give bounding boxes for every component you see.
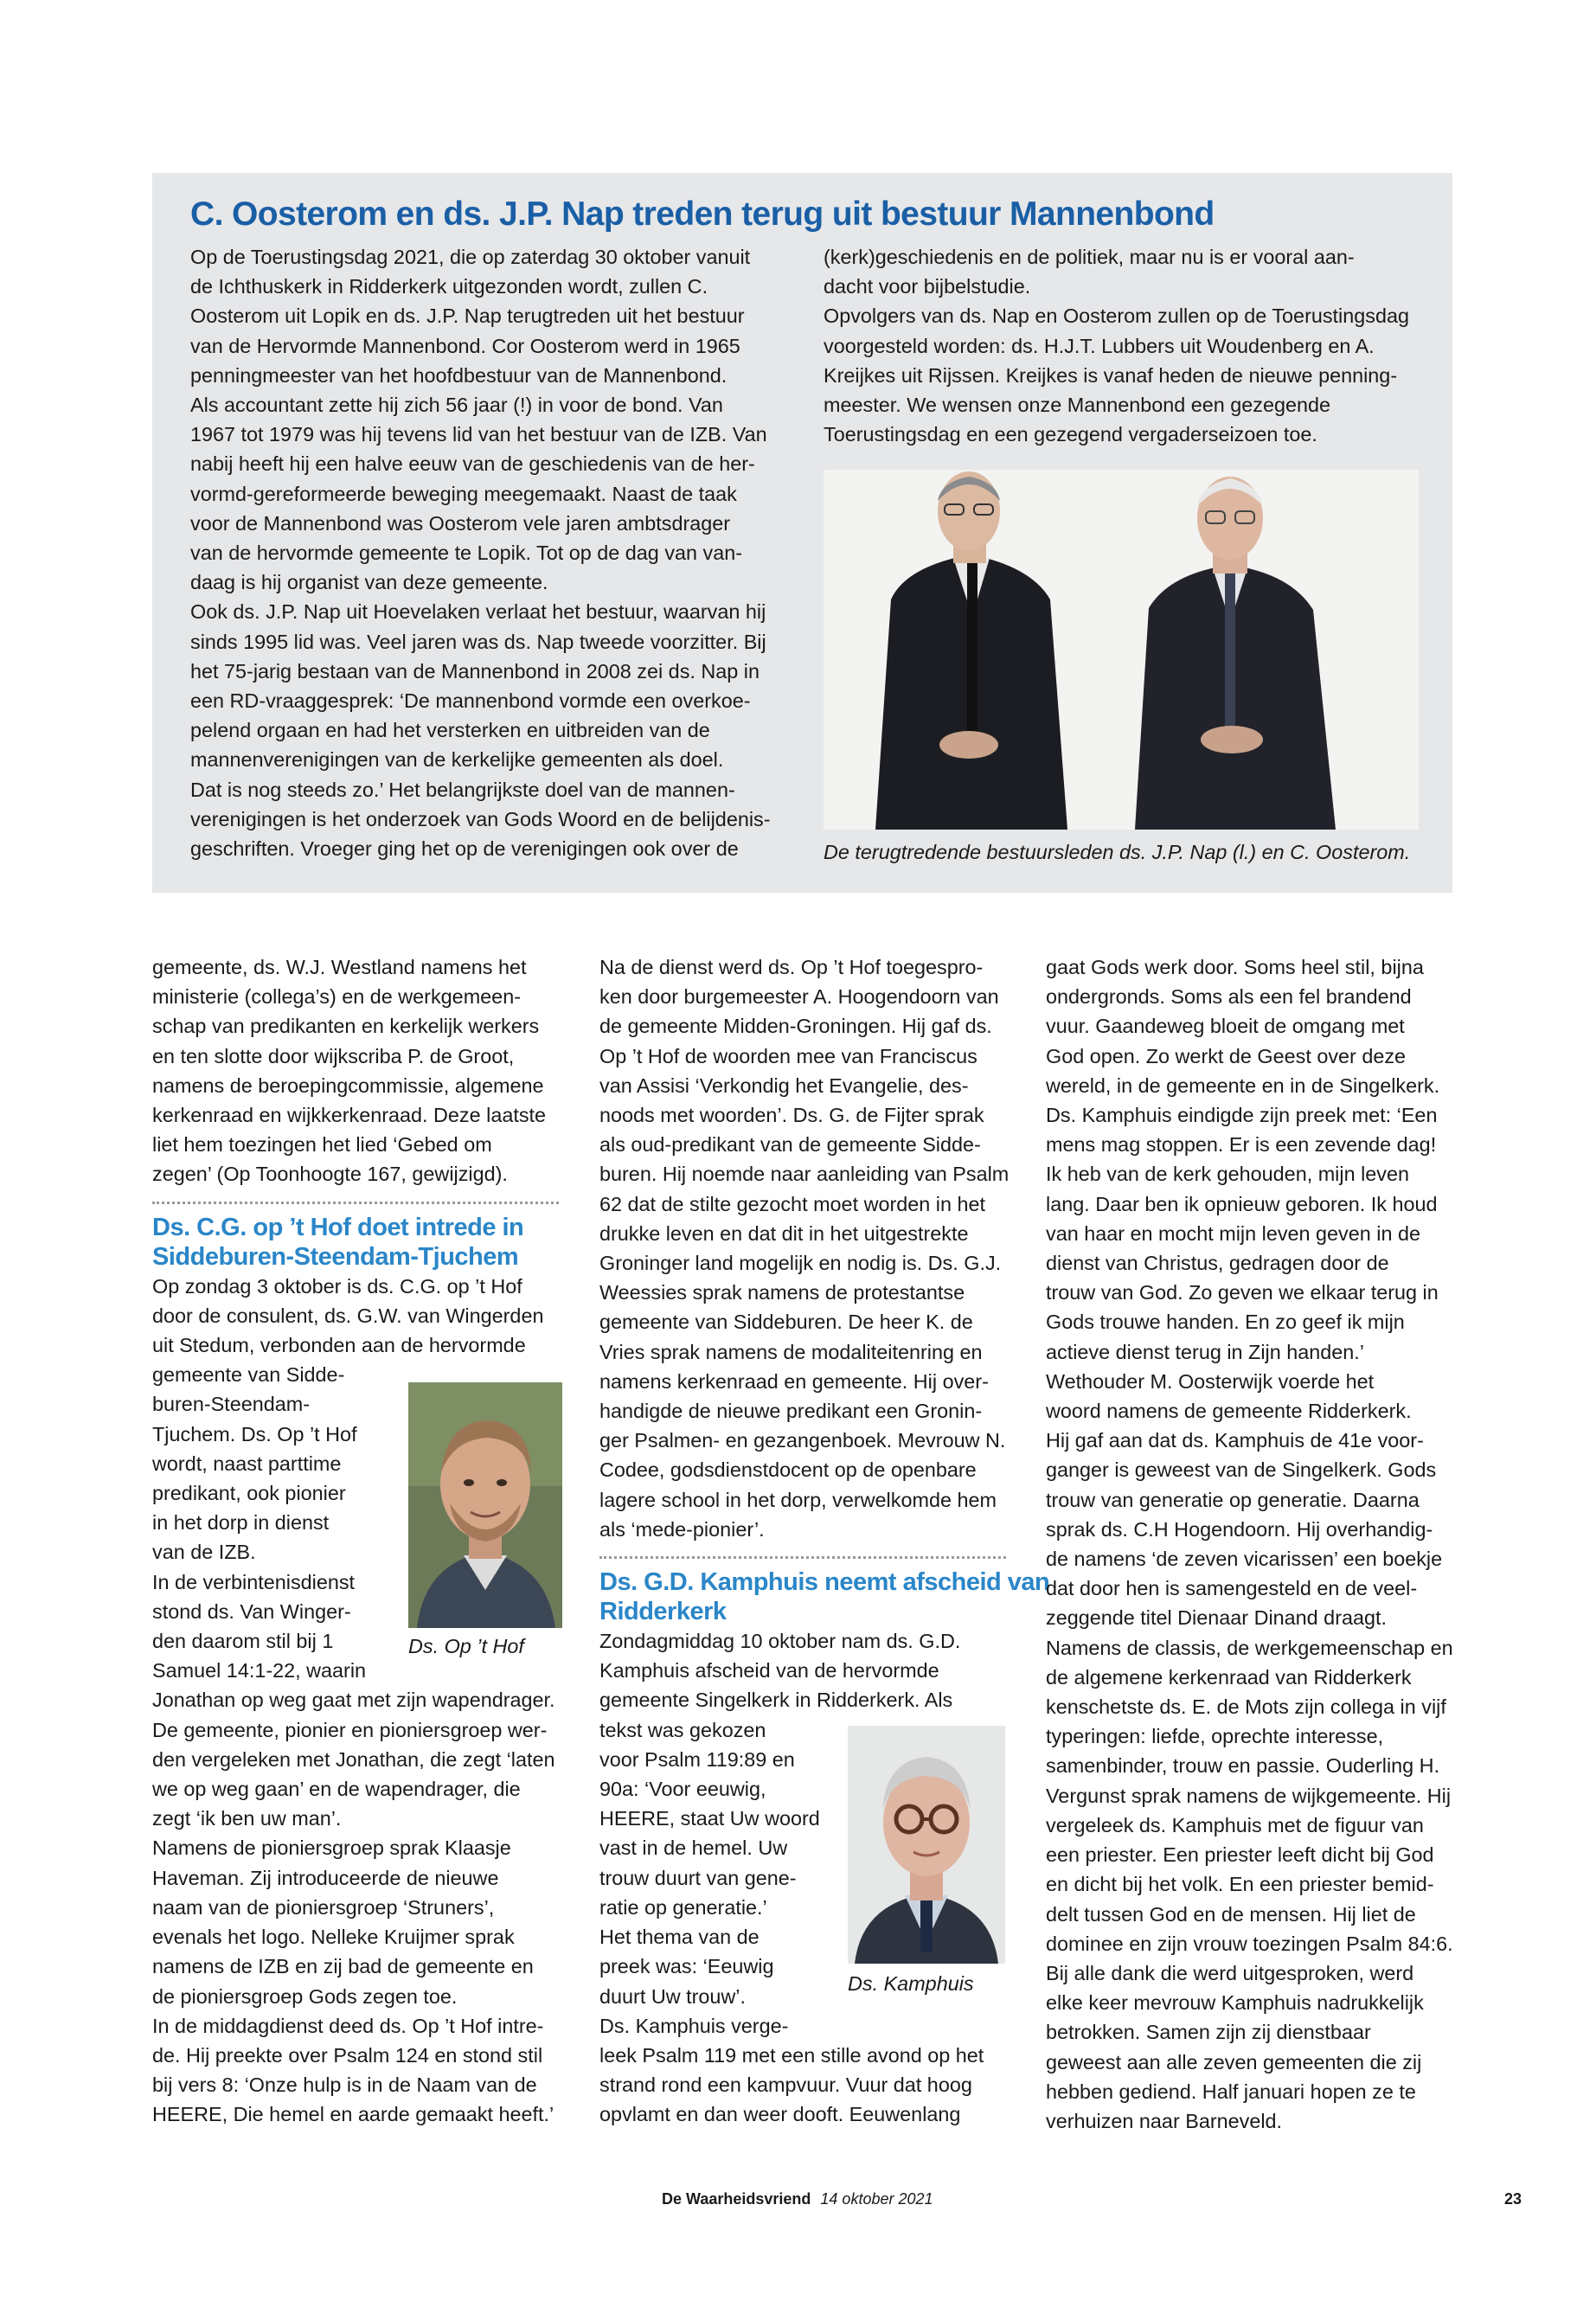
text-line: Groninger land mogelijk en nodig is. Ds. G.J. [599,1252,1002,1275]
text-line: en dicht bij het volk. En een priester bemid- [1046,1873,1434,1896]
text-line: Zondagmiddag 10 oktober nam ds. G.D. [599,1630,961,1653]
text-line: dienst van Christus, gedragen door de [1046,1252,1389,1275]
text-line: nabij heeft hij een halve eeuw van de geschiedenis van de her- [190,452,755,476]
text-line: Ook ds. J.P. Nap uit Hoevelaken verlaat het bestuur, waarvan hij [190,600,766,624]
text-line: In de verbintenisdienst [152,1570,356,1593]
text-line: noods met woorden’. Ds. G. de Fijter sprak [599,1104,984,1127]
text-line: sinds 1995 lid was. Veel jaren was ds. Nap tweede voorzitter. Bij [190,630,766,653]
section-heading: Ds. C.G. op ’t Hof doet intrede in [152,1213,524,1241]
section-heading: Ridderkerk [599,1598,727,1626]
text-line: God open. Zo werkt de Geest over deze [1046,1044,1407,1067]
text-line: Het thema van de [599,1926,760,1949]
text-line: voor de Mannenbond was Oosterom vele jaren ambtsdrager [190,511,731,535]
text-line: zegen’ (Op Toonhoogte 167, gewijzigd). [152,1163,508,1186]
text-line: pelend orgaan en had het versterken en uitbreiden van de [190,719,710,742]
photo-op-t-hof [408,1382,562,1628]
text-line: preek was: ‘Eeuwig [599,1955,774,1978]
boxed-article [152,173,1452,893]
text-line: van de IZB. [152,1541,256,1564]
text-line: trouw duurt van gene- [599,1866,797,1889]
section-heading: Siddeburen-Steendam-Tjuchem [152,1242,519,1271]
text-line: zeggende titel Dienaar Dinand draagt. [1046,1606,1388,1630]
text-line: dat door hen is samengesteld en de veel- [1046,1577,1418,1600]
text-line: Haveman. Zij introduceerde de nieuwe [152,1866,499,1889]
text-line: de. Hij preekte over Psalm 124 en stond stil [152,2043,543,2067]
text-line: Vergunst sprak namens de wijkgemeente. Hij [1046,1784,1452,1807]
page-footer [662,2190,933,2208]
text-line: Namens de pioniersgroep sprak Klaasje [152,1836,511,1860]
text-line: de pioniersgroep Gods zegen toe. [152,1984,458,2008]
text-line: van Assisi ‘Verkondig het Evangelie, des- [599,1074,969,1097]
text-line: evenals het logo. Nelleke Kruijmer sprak [152,1926,515,1949]
text-line: HEERE, Die hemel en aarde gemaakt heeft.’ [152,2103,554,2126]
text-line: lang. Daar ben ik opnieuw geboren. Ik houd [1046,1192,1438,1215]
text-line: van de hervormde gemeente te Lopik. Tot op de dag van van- [190,542,743,565]
text-line: Opvolgers van ds. Nap en Oosterom zullen op de Toerustingsdag [824,304,1409,328]
text-line: de namens ‘de zeven vicarissen’ een boekje [1046,1548,1443,1571]
text-line: den daarom stil bij 1 [152,1630,334,1653]
text-line: wordt, naast parttime [152,1452,342,1475]
photo-caption: Ds. Op ’t Hof [408,1635,524,1657]
text-line: handigde de nieuwe predikant een Gronin- [599,1400,983,1423]
text-line: Wethouder M. Oosterwijk voerde het [1046,1369,1375,1393]
text-line: meester. We wensen onze Mannenbond een gezegende [824,394,1331,417]
text-line: namens kerkenraad en gemeente. Hij over- [599,1369,989,1393]
text-line: typeringen: liefde, oprechte interesse, [1046,1725,1384,1748]
text-line: vormd-gereformeerde beweging meegemaakt. Naast de taak [190,482,737,505]
dotted-divider [599,1556,1006,1559]
text-line: de Ichthuskerk in Ridderkerk uitgezonden wordt, zullen C. [190,275,708,298]
text-line: gemeente Singelkerk in Ridderkerk. Als [599,1689,953,1712]
photo-kamphuis [848,1726,1005,1964]
text-line: Codee, godsdienstdocent op de openbare [599,1458,977,1482]
text-line: we op weg gaan’ en de wapendrager, die [152,1778,521,1801]
text-line: mannenverenigingen van de kerkelijke gemeenten als doel. [190,748,724,772]
text-line: Toerustingsdag en een gezegend vergaderseizoen toe. [824,423,1317,446]
text-line: als oud-predikant van de gemeente Sidde- [599,1133,981,1157]
text-line: namens de beroepingcommissie, algemene [152,1074,544,1097]
text-line: trouw van God. Zo geven we elkaar terug in [1046,1281,1439,1304]
text-line: Op de Toerustingsdag 2021, die op zaterdag 30 oktober vanuit [190,246,751,268]
text-line: Ds. Kamphuis eindigde zijn preek met: ‘Een [1046,1104,1438,1127]
text-line: lagere school in het dorp, verwelkomde hem [599,1488,997,1511]
text-line: gemeente, ds. W.J. Westland namens het [152,956,527,978]
issue-date: 14 oktober 2021 [820,2190,933,2208]
text-line: geschriften. Vroeger ging het op de verenigingen ook over de [190,837,739,861]
text-line: naam van de pioniersgroep ‘Struners’, [152,1895,495,1919]
text-line: de algemene kerkenraad van Ridderkerk [1046,1665,1412,1689]
text-line: buren. Hij noemde naar aanleiding van Psalm [599,1163,1010,1186]
text-line: De gemeente, pionier en pioniersgroep wer- [152,1718,548,1741]
text-line: ministerie (collega’s) en de werkgemeen- [152,985,521,1009]
box-left-column [190,242,771,863]
text-line: vergeleek ds. Kamphuis met de figuur van [1046,1813,1424,1836]
text-line: ger Psalmen- en gezangenboek. Mevrouw N. [599,1429,1006,1452]
text-line: Na de dienst werd ds. Op ’t Hof toegespro- [599,956,984,978]
text-line: Op zondag 3 oktober is ds. C.G. op ’t Hof [152,1274,522,1298]
text-line: verenigingen is het onderzoek van Gods Woord en de belijdenis- [190,807,771,830]
text-line: Tjuchem. Ds. Op ’t Hof [152,1422,357,1445]
text-line: Samuel 14:1-22, waarin [152,1659,367,1682]
text-line: woord namens de gemeente Ridderkerk. [1046,1400,1412,1423]
text-line: (kerk)geschiedenis en de politiek, maar nu is er vooral aan- [824,246,1355,268]
text-line: Op ’t Hof de woorden mee van Franciscus [599,1044,977,1067]
text-line: Kamphuis afscheid van de hervormde [599,1659,939,1682]
text-line: samenbinder, trouw en passie. Ouderling H. [1046,1754,1440,1778]
text-line: Jonathan op weg gaat met zijn wapendrager. [152,1689,555,1712]
text-line: en ten slotte door wijkscriba P. de Groot, [152,1044,515,1067]
text-line: geweest aan alle zeven gemeenten die zij [1046,2050,1422,2073]
text-line: actieve dienst terug in Zijn handen.’ [1046,1340,1364,1363]
text-line: Kreijkes uit Rijssen. Kreijkes is vanaf heden de nieuwe penning- [824,363,1398,387]
text-line: dacht voor bijbelstudie. [824,275,1031,298]
text-line: hebben gediend. Half januari hopen ze te [1046,2080,1416,2103]
text-line: Hij gaf aan dat ds. Kamphuis de 41e voor- [1046,1429,1424,1452]
text-line: een priester. Een priester leeft dicht bij God [1046,1843,1434,1867]
text-line: een RD-vraaggesprek: ‘De mannenbond vormde een overkoe- [190,689,751,713]
text-line: HEERE, staat Uw woord [599,1807,820,1830]
text-line: gaat Gods werk door. Soms heel stil, bijna [1046,956,1424,978]
text-line: door de consulent, ds. G.W. van Wingerden [152,1304,544,1327]
text-line: strand rond een kampvuur. Vuur dat hoog [599,2073,972,2097]
photo-nap-oosterom [824,470,1419,830]
text-line: ganger is geweest van de Singelkerk. Gods [1046,1458,1437,1482]
text-line: trouw van generatie op generatie. Daarna [1046,1488,1420,1511]
text-line: liet hem toezingen het lied ‘Gebed om [152,1133,492,1157]
text-line: Dat is nog steeds zo.’ Het belangrijkste doel van de mannen- [190,778,735,801]
text-line: duurt Uw trouw’. [599,1984,746,2008]
text-line: namens de IZB en zij bad de gemeente en [152,1955,534,1978]
text-line: gemeente van Siddeburen. De heer K. de [599,1311,973,1334]
text-line: ondergronds. Soms als een fel brandend [1046,985,1412,1009]
text-line: kerkenraad en wijkkerkenraad. Deze laatste [152,1104,547,1127]
text-line: ken door burgemeester A. Hoogendoorn van [599,985,999,1009]
text-line: van haar en mocht mijn leven geven in de [1046,1221,1420,1245]
text-line: leek Psalm 119 met een stille avond op het [599,2043,984,2067]
text-line: van de Hervormde Mannenbond. Cor Oosterom werd in 1965 [190,334,740,357]
text-line: 1967 tot 1979 was hij tevens lid van het bestuur van de IZB. Van [190,423,767,446]
text-line: opvlamt en dan weer dooft. Eeuwenlang [599,2103,961,2126]
section-heading: Ds. G.D. Kamphuis neemt afscheid van [599,1568,1050,1597]
text-line: predikant, ook pionier [152,1482,346,1505]
text-line: tekst was gekozen [599,1718,766,1741]
text-line: penningmeester van het hoofdbestuur van de Mannenbond. [190,363,727,387]
text-line: Als accountant zette hij zich 56 jaar (!) in voor de bond. Van [190,394,723,417]
text-line: den vergeleken met Jonathan, die zegt ‘laten [152,1747,555,1771]
text-line: vast in de hemel. Uw [599,1836,788,1860]
text-line: Namens de classis, de werkgemeenschap en [1046,1636,1453,1659]
column-3 [1046,952,1461,2136]
text-line: uit Stedum, verbonden aan de hervormde [152,1334,526,1357]
text-line: betrokken. Samen zijn zij dienstbaar [1046,2021,1371,2044]
text-line: in het dorp in dienst [152,1511,330,1535]
text-line: elke keer mevrouw Kamphuis nadrukkelijk [1046,1991,1424,2015]
text-line: vuur. Gaandeweg bloeit de omgang met [1046,1015,1405,1038]
text-line: Vries sprak namens de modaliteitenring en [599,1340,983,1363]
text-line: dominee en zijn vrouw toezingen Psalm 84:6. [1046,1932,1453,1955]
text-line: verhuizen naar Barneveld. [1046,2109,1283,2132]
text-line: Oosterom uit Lopik en ds. J.P. Nap terugtreden uit het bestuur [190,304,745,328]
text-line: Bij alle dank die werd uitgesproken, werd [1046,1961,1414,1984]
text-line: stond ds. Van Winger- [152,1599,351,1623]
text-line: voor Psalm 119:89 en [599,1747,795,1771]
text-line: voorgesteld worden: ds. H.J.T. Lubbers uit Woudenberg en A. [824,334,1375,357]
text-line: zegt ‘ik ben uw man’. [152,1807,342,1830]
text-line: de gemeente Midden-Groningen. Hij gaf ds. [599,1015,992,1038]
text-line: Weessies sprak namens de protestantse [599,1281,965,1304]
text-line: buren-Steendam- [152,1393,311,1416]
text-line: drukke leven en dat dit in het uitgestrekte [599,1221,969,1245]
dotted-divider [152,1202,559,1204]
text-line: kenschetste ds. E. de Mots zijn collega in vijf [1046,1695,1446,1719]
text-line: daag is hij organist van deze gemeente. [190,571,548,594]
text-line: sprak ds. C.H Hogendoorn. Hij overhandig- [1046,1517,1433,1541]
photo-caption: De terugtredende bestuursleden ds. J.P. Nap (l.) en C. Oosterom. [824,841,1411,863]
text-line: ratie op generatie.’ [599,1895,767,1919]
text-line: bij vers 8: ‘Onze hulp is in de Naam van de [152,2073,537,2097]
text-line: 90a: ‘Voor eeuwig, [599,1778,766,1801]
box-right-column [824,242,1409,449]
photo-caption: Ds. Kamphuis [848,1972,974,1995]
text-line: delt tussen God en de mensen. Hij liet de [1046,1902,1416,1926]
text-line: mens mag stoppen. Er is een zevende dag! [1046,1133,1437,1157]
text-line: Ds. Kamphuis verge- [599,2014,789,2037]
text-line: Gods trouwe handen. En zo geef ik mijn [1046,1311,1405,1334]
text-line: wereld, in de gemeente en in de Singelkerk. [1046,1074,1440,1097]
text-line: het 75-jarig bestaan van de Mannenbond in 2008 zei ds. Nap in [190,659,760,683]
text-line: Ik heb van de kerk gehouden, mijn leven [1046,1163,1410,1186]
text-line: In de middagdienst deed ds. Op ’t Hof intre- [152,2014,544,2037]
text-line: gemeente van Sidde- [152,1363,345,1387]
publication-name: De Waarheidsvriend [662,2190,811,2208]
text-line: schap van predikanten en kerkelijk werkers [152,1015,540,1038]
page-number: 23 [1504,2190,1522,2208]
text-line: als ‘mede-pionier’. [599,1517,765,1541]
text-line: 62 dat de stilte gezocht moet worden in het [599,1192,985,1215]
box-title: C. Oosterom en ds. J.P. Nap treden terug uit bestuur Mannenbond [190,195,1215,233]
